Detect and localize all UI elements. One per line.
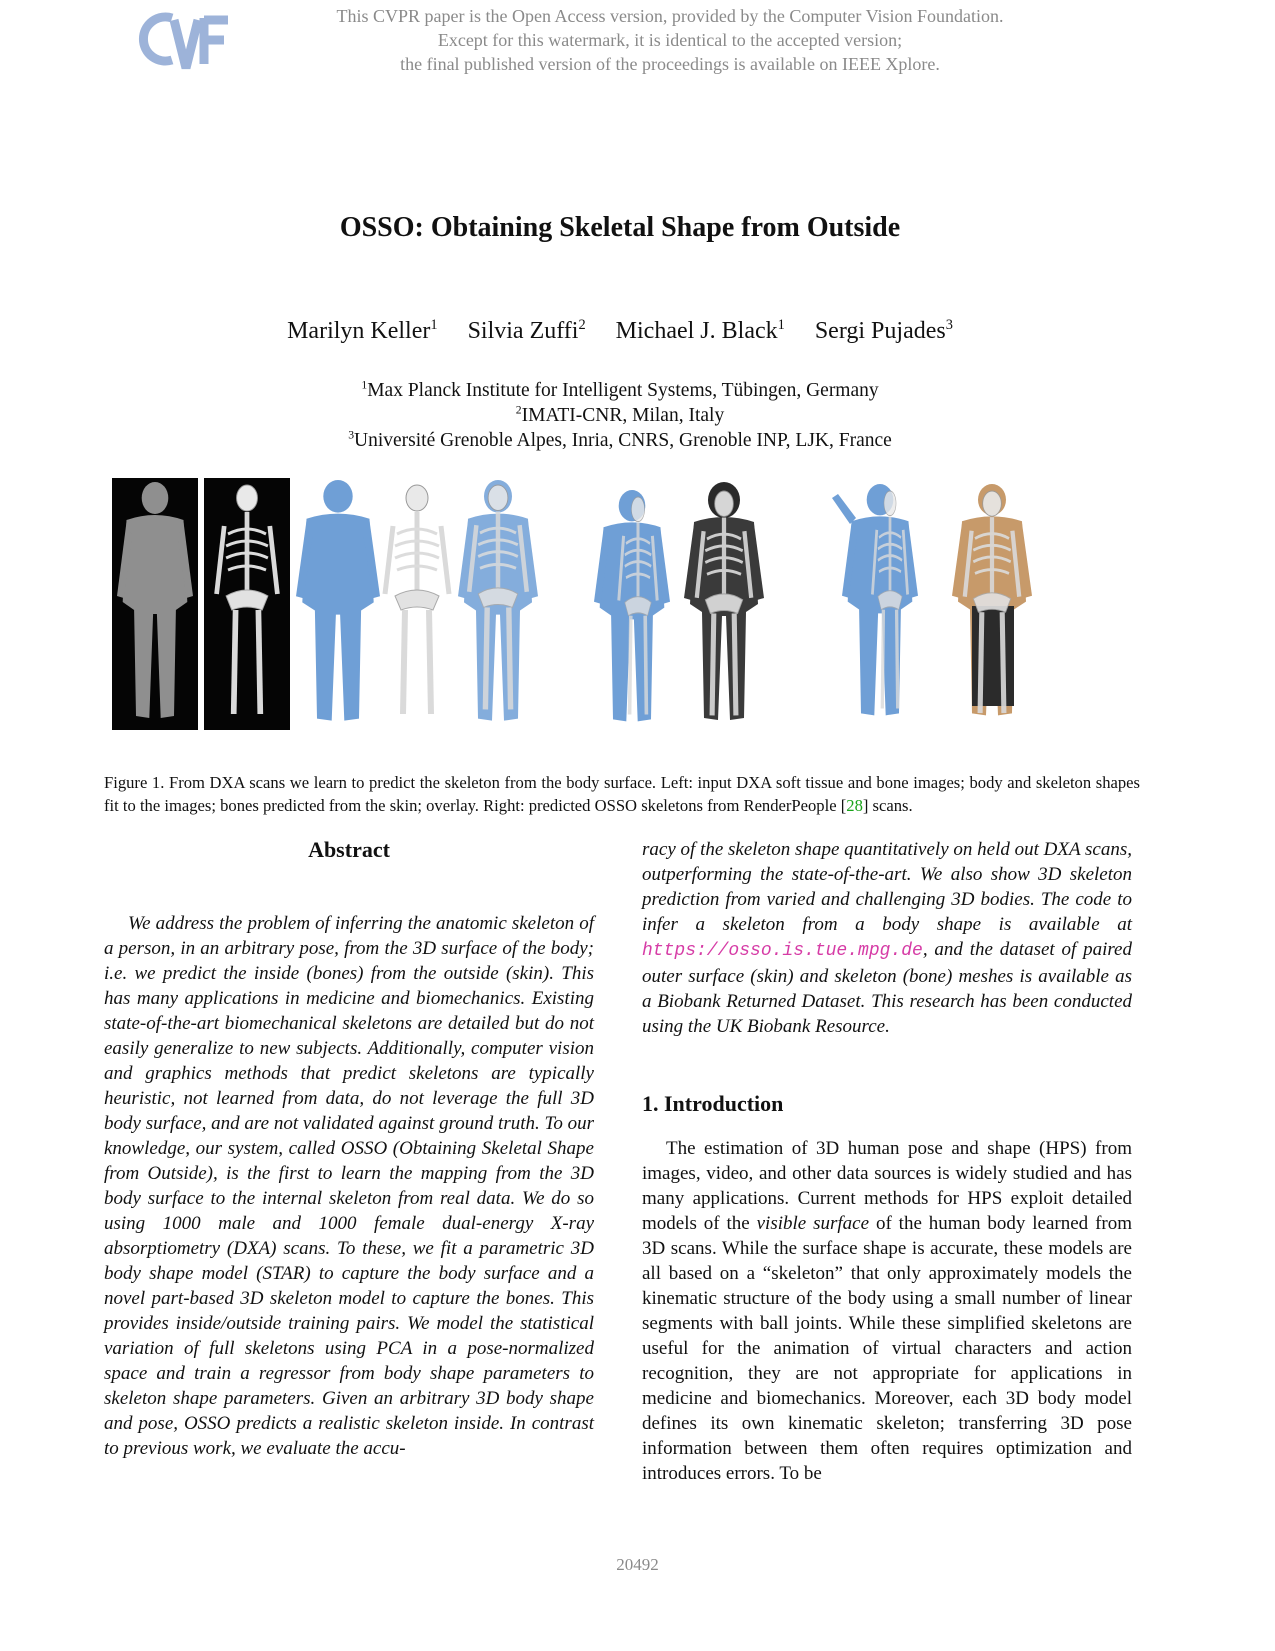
cvf-logo	[138, 10, 230, 72]
project-url-link[interactable]: https://osso.is.tue.mpg.de	[642, 941, 923, 961]
abstract-continuation: racy of the skeleton shape quantitatively on held out DXA scans, outperforming the state-of-the-art. We also show 3D skeleton prediction from varied and challenging 3D bodies. The code to infer a skeleton from a body shape is available at https://osso.is.tue.mpg.de, and the dataset of paired outer surface (skin) and skeleton (bone) meshes is available as a Biobank Returned Dataset. This research has been conducted using the UK Biobank Resource.	[642, 839, 1132, 1037]
affiliation: $^1$Max Planck Institute for Intelligent Systems, Tübingen, Germany	[361, 378, 879, 401]
citation-link[interactable]: 28	[846, 796, 863, 815]
watermark-notice	[290, 4, 1050, 76]
watermark-line: Except for this watermark, it is identical to the accepted version;	[437, 30, 903, 50]
abstract-body: We address the problem of inferring the anatomic skeleton of a person, in an arbitrary pose, from the 3D surface of the body; i.e. we predict the inside (bones) from the outside (skin). This has many applications in medicine and biomechanics. Existing state-of-the-art biomechanical skeletons are detailed but do not easily generalize to new subjects. Additionally, computer vision and graphics methods that predict skeletons are typically heuristic, not learned from data, do not leverage the full 3D body surface, and are not validated against ground truth. To our knowledge, our system, called OSSO (Obtaining Skeletal Shape from Outside), is the first to learn the mapping from the 3D body surface to the internal skeleton from real data. We do so using 1000 male and 1000 female dual-energy X-ray absorptiometry (DXA) scans. To these, we fit a parametric 3D body shape model (STAR) to capture the body surface and a novel part-based 3D skeleton model to capture the bones. This provides inside/outside training pairs. We model the statistical variation of full skeletons using PCA in a pose-normalized space and train a regressor from body shape parameters to skeleton shape parameters. Given an arbitrary 3D body shape and pose, OSSO predicts a realistic skeleton inside. In contrast to previous work, we evaluate the accu-	[104, 913, 594, 1459]
watermark-line: This CVPR paper is the Open Access version, provided by the Computer Vision Foundation.	[336, 6, 1004, 26]
introduction-heading: 1. Introduction	[642, 1091, 784, 1116]
author: Marilyn Keller$^1$	[287, 317, 438, 344]
affiliation-list	[0, 378, 1240, 453]
affiliation: $^2$IMATI-CNR, Milan, Italy	[515, 403, 725, 426]
page-number: 20492	[616, 1555, 659, 1574]
author: Sergi Pujades$^3$	[814, 317, 953, 344]
introduction-body: The estimation of 3D human pose and shape (HPS) from images, video, and other data sources is widely studied and has many applications. Current methods for HPS exploit detailed models of the visible surface of the human body learned from 3D scans. While the surface shape is accurate, these models are all based on a “skeleton” that only approximately models the kinematic structure of the body using a small number of linear segments with ball joints. While these simplified skeletons are useful for the animation of virtual characters and action recognition, they are not appropriate for applications in medicine and biomechanics. Moreover, each 3D body model defines its own kinematic skeleton; transferring 3D pose information between them often requires optimization and introduces errors. To be	[642, 1138, 1132, 1484]
watermark-line: the final published version of the proceedings is available on IEEE Xplore.	[400, 54, 940, 74]
author-list	[0, 318, 1240, 345]
figure-1-teaser	[112, 478, 1122, 750]
author: Michael J. Black$^1$	[615, 317, 785, 344]
author: Silvia Zuffi$^2$	[467, 317, 586, 344]
affiliation: $^3$Université Grenoble Alpes, Inria, CNRS, Grenoble INP, LJK, France	[348, 428, 892, 451]
figure-1-caption: Figure 1. From DXA scans we learn to predict the skeleton from the body surface. Left: input DXA soft tissue and bone images; body and skeleton shapes fit to the images; bones predicted from the skin; overlay. Right: predicted OSSO skeletons from RenderPeople [28] scans.	[104, 773, 1140, 815]
abstract-heading: Abstract	[308, 837, 390, 862]
paper-title: OSSO: Obtaining Skeletal Shape from Outside	[339, 212, 901, 243]
